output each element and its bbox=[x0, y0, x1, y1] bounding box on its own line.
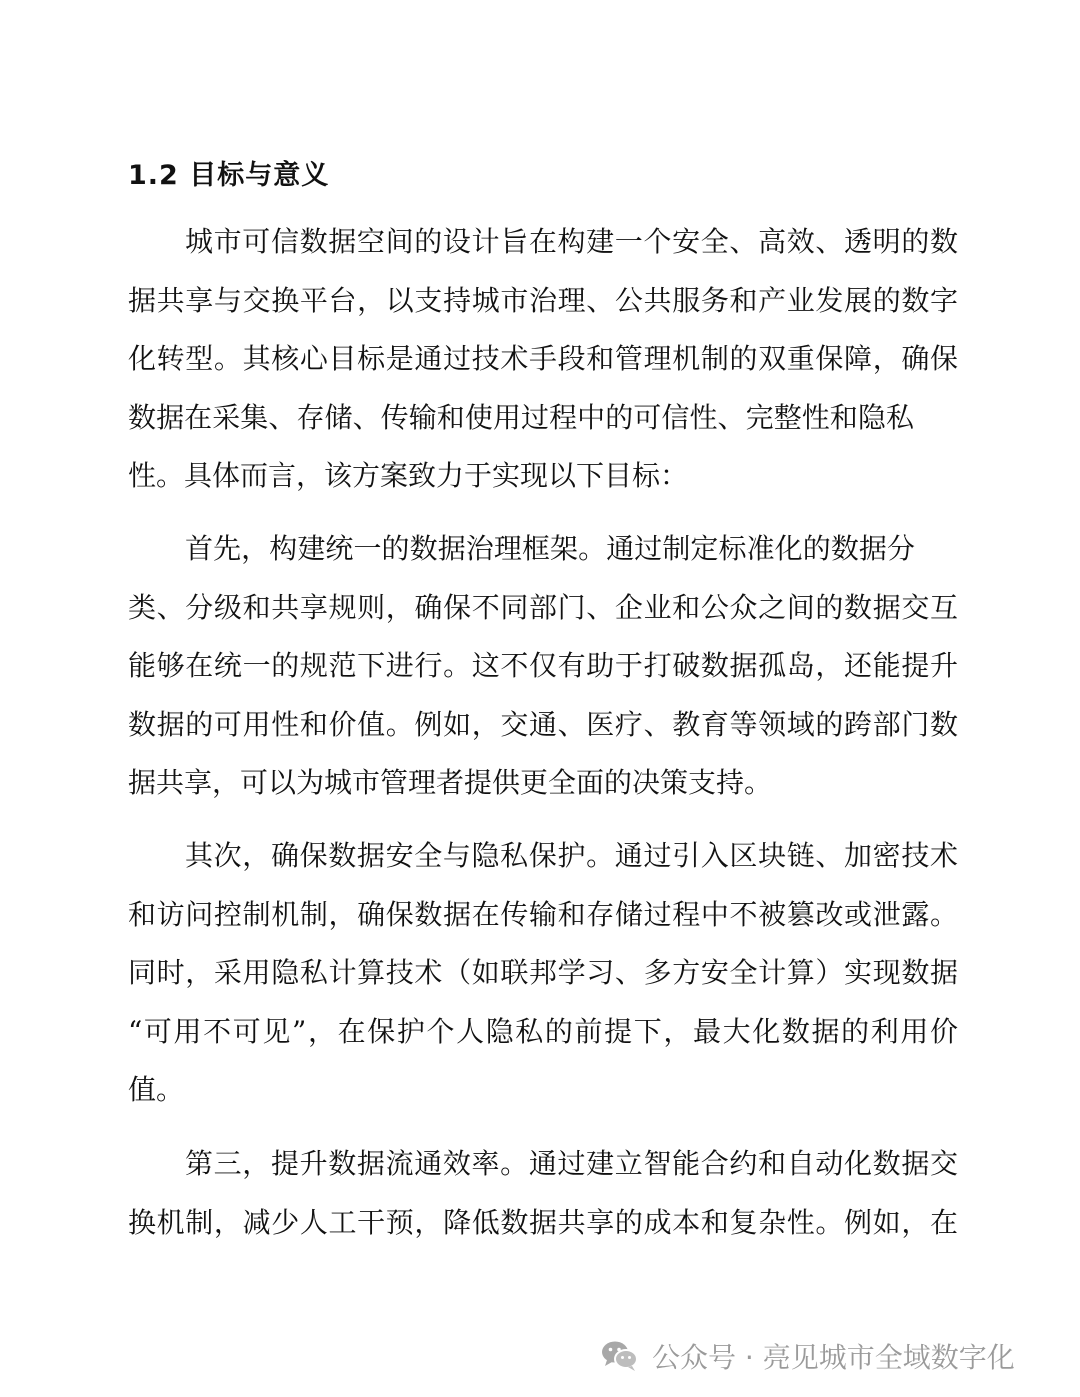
text-line: 类、分级和共享规则，确保不同部门、企业和公众之间的数据交互 bbox=[128, 590, 958, 624]
text-line: 和访问控制机制，确保数据在传输和存储过程中不被篡改或泄露。 bbox=[128, 897, 958, 931]
text-line: 性。具体而言，该方案致力于实现以下目标： bbox=[128, 459, 689, 493]
text-line: 城市可信数据空间的设计旨在构建一个安全、高效、透明的数 bbox=[185, 225, 958, 258]
text-line: 同时，采用隐私计算技术（如联邦学习、多方安全计算）实现数据 bbox=[128, 956, 958, 990]
text-line: 第三，提升数据流通效率。通过建立智能合约和自动化数据交 bbox=[185, 1147, 958, 1180]
text-line: 化转型。其核心目标是通过技术手段和管理机制的双重保障，确保 bbox=[128, 342, 958, 376]
paragraph-security-privacy bbox=[128, 827, 958, 1120]
text-line: 数据的可用性和价值。例如，交通、医疗、教育等领域的跨部门数 bbox=[128, 707, 958, 741]
paragraph-efficiency bbox=[128, 1135, 958, 1252]
section-heading: 1.2 目标与意义 bbox=[128, 160, 330, 191]
wechat-icon bbox=[600, 1338, 640, 1374]
paragraph-goals-intro bbox=[128, 213, 958, 506]
text-line: 能够在统一的规范下进行。这不仅有助于打破数据孤岛，还能提升 bbox=[128, 649, 958, 683]
text-line: 值。 bbox=[128, 1073, 185, 1107]
text-line: 换机制，减少人工干预，降低数据共享的成本和复杂性。例如，在 bbox=[128, 1205, 958, 1239]
text-line: 其次，确保数据安全与隐私保护。通过引入区块链、加密技术 bbox=[185, 839, 958, 872]
text-line: 数据在采集、存储、传输和使用过程中的可信性、完整性和隐私 bbox=[128, 400, 914, 434]
watermark-text: 公众号 · 亮见城市全域数字化 bbox=[652, 1341, 1015, 1374]
watermark bbox=[600, 1333, 1015, 1379]
text-line: “可用不可见”，在保护个人隐私的前提下，最大化数据的利用价 bbox=[128, 1014, 958, 1048]
text-line: 据共享与交换平台，以支持城市治理、公共服务和产业发展的数字 bbox=[128, 283, 958, 317]
text-line: 据共享，可以为城市管理者提供更全面的决策支持。 bbox=[128, 766, 773, 800]
text-line: 首先，构建统一的数据治理框架。通过制定标准化的数据分 bbox=[185, 532, 915, 565]
paragraph-data-governance bbox=[128, 520, 958, 813]
